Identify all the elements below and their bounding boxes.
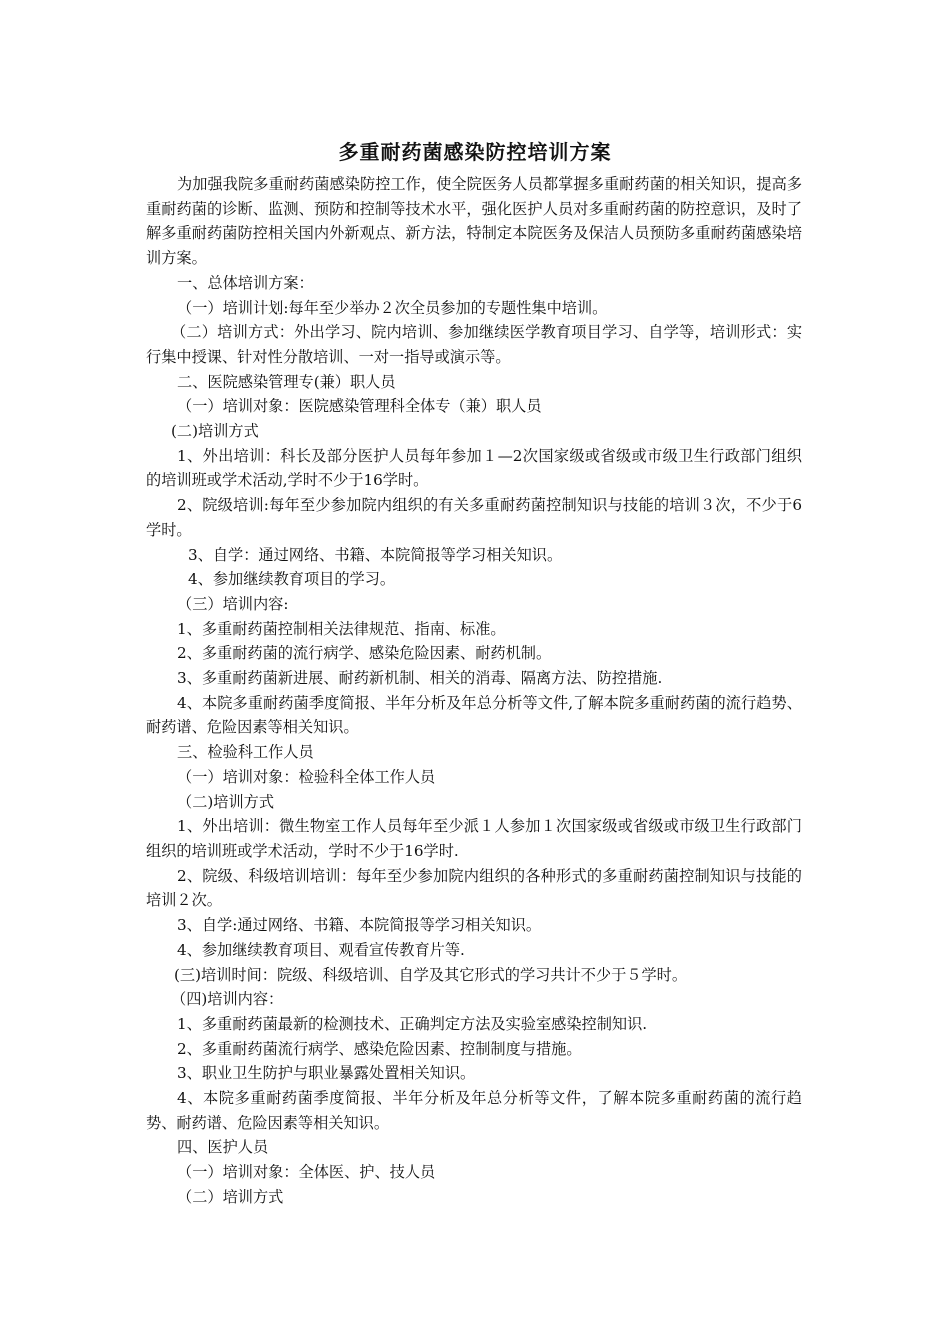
paragraph: 3、职业卫生防护与职业暴露处置相关知识。 <box>177 1064 476 1083</box>
section-heading-2: 二、医院感染管理专(兼）职人员 <box>177 372 396 391</box>
section-heading-3: 三、检验科工作人员 <box>177 743 314 762</box>
paragraph: 4、本院多重耐药菌季度简报、半年分析及年总分析等文件,了解本院多重耐药菌的流行趋势、耐药谱、危险因素等相关知识。 <box>146 693 802 737</box>
paragraph: 4、参加继续教育项目、观看宣传教育片等. <box>177 940 465 959</box>
paragraph: 3、自学:通过网络、书籍、本院简报等学习相关知识。 <box>177 916 542 935</box>
paragraph: （一）培训对象：医院感染管理科全体专（兼）职人员 <box>177 397 542 416</box>
paragraph: (三)培训时间：院级、科级培训、自学及其它形式的学习共计不少于５学时。 <box>174 965 688 984</box>
paragraph: 3、多重耐药菌新进展、耐药新机制、相关的消毒、隔离方法、防控措施. <box>177 669 663 688</box>
paragraph: 1、多重耐药菌控制相关法律规范、指南、标准。 <box>177 619 506 638</box>
paragraph: （四)培训内容： <box>171 990 284 1009</box>
paragraph: （一）培训对象：检验科全体工作人员 <box>177 767 436 786</box>
intro-paragraph: 为加强我院多重耐药菌感染防控工作，使全院医务人员都掌握多重耐药菌的相关知识，提高多重耐药菌的诊断、监测、预防和控制等技术水平，强化医护人员对多重耐药菌的防控意识，及时了解多重耐药菌防控相关国内外新观点、新方法，特制定本院医务及保洁人员预防多重耐药菌感染培训方案。 <box>146 175 802 268</box>
paragraph: 1、外出培训：科长及部分医护人员每年参加１—2次国家级或省级或市级卫生行政部门组织的培训班或学术活动,学时不少于16学时。 <box>146 446 802 490</box>
paragraph: 1、外出培训：微生物室工作人员每年至少派１人参加１次国家级或省级或市级卫生行政部门组织的培训班或学术活动，学时不少于16学时. <box>146 817 802 860</box>
paragraph: (二)培训方式 <box>171 422 259 441</box>
paragraph: （二）培训方式 <box>177 1187 284 1206</box>
paragraph: 3、自学：通过网络、书籍、本院简报等学习相关知识。 <box>188 545 563 564</box>
paragraph: （二)培训方式 <box>177 792 275 811</box>
paragraph: （一）培训计划:每年至少举办２次全员参加的专题性集中培训。 <box>177 298 608 317</box>
paragraph: （一）培训对象：全体医、护、技人员 <box>177 1163 436 1182</box>
paragraph: 2、院级培训:每年至少参加院内组织的有关多重耐药菌控制知识与技能的培训３次，不少于6学时。 <box>146 496 802 539</box>
paragraph: 4、参加继续教育项目的学习。 <box>188 570 396 589</box>
paragraph: （二）培训方式：外出学习、院内培训、参加继续医学教育项目学习、自学等，培训形式：实行集中授课、针对性分散培训、一对一指导或演示等。 <box>146 323 802 366</box>
section-heading-4: 四、医护人员 <box>177 1138 269 1157</box>
paragraph: 4、本院多重耐药菌季度简报、半年分析及年总分析等文件，了解本院多重耐药菌的流行趋势、耐药谱、危险因素等相关知识。 <box>146 1089 802 1132</box>
document-title: 多重耐药菌感染防控培训方案 <box>338 140 612 164</box>
document-body <box>146 172 802 1210</box>
paragraph: （三）培训内容: <box>177 594 289 613</box>
paragraph: 2、院级、科级培训培训：每年至少参加院内组织的各种形式的多重耐药菌控制知识与技能的培训２次。 <box>146 866 802 910</box>
section-heading-1: 一、总体培训方案： <box>177 273 314 292</box>
paragraph: 2、多重耐药菌的流行病学、感染危险因素、耐药机制。 <box>177 644 552 663</box>
paragraph: 2、多重耐药菌流行病学、感染危险因素、控制制度与措施。 <box>177 1039 582 1058</box>
paragraph: 1、多重耐药菌最新的检测技术、正确判定方法及实验室感染控制知识. <box>177 1014 648 1033</box>
